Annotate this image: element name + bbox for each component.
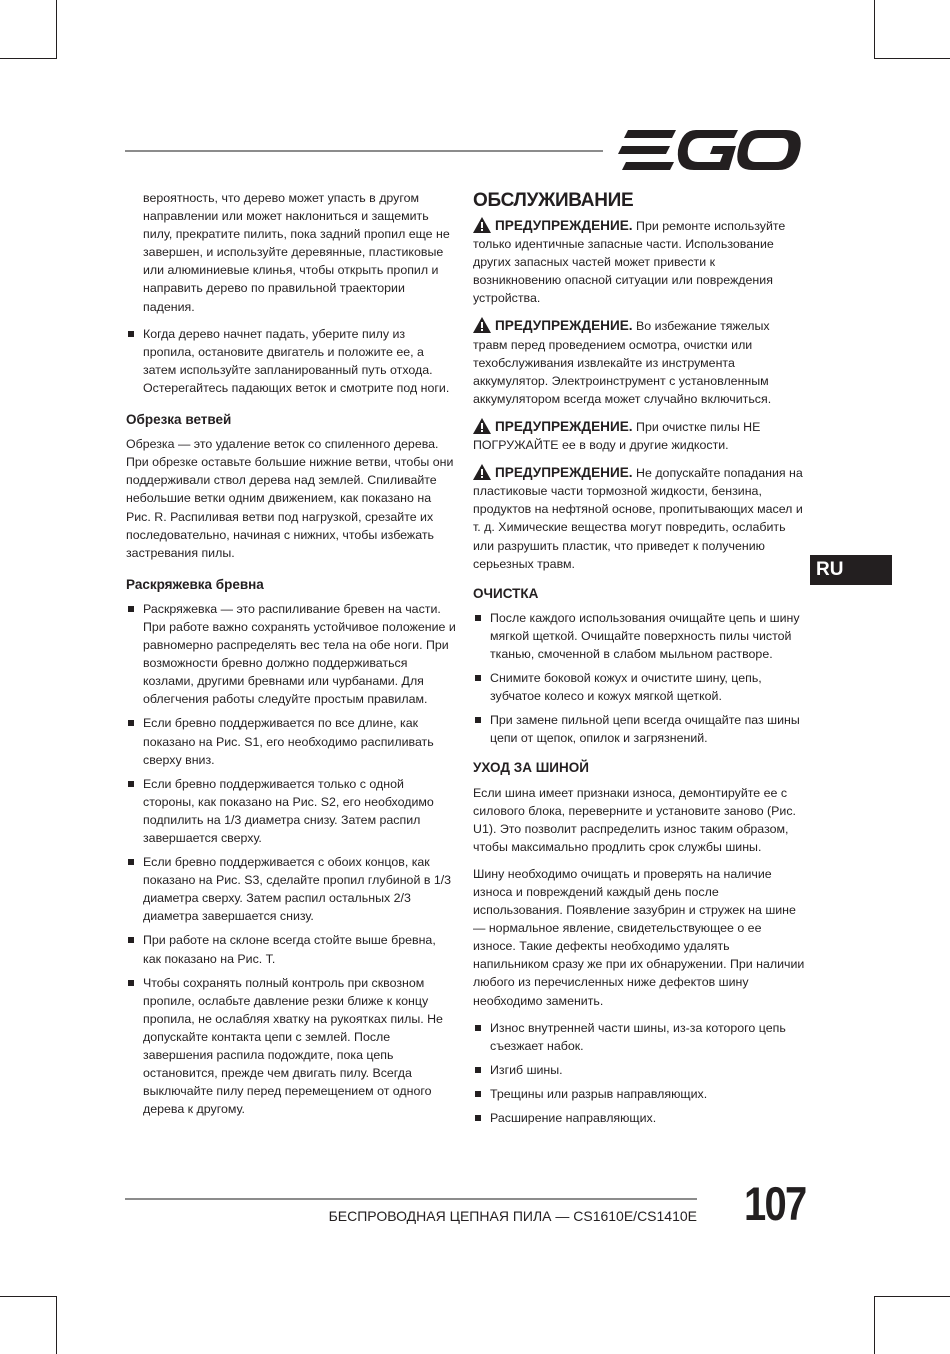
crop-mark xyxy=(0,58,57,59)
list-item: При замене пильной цепи всегда очищайте паз шины цепи от щепок, опилок и загрязнений. xyxy=(473,711,805,747)
list-item: После каждого использования очищайте цепь и шину мягкой щеткой. Очищайте поверхность пилы чистой тканью, смоченной в слабом мыльном растворе. xyxy=(473,609,805,663)
cleaning-bullet-list xyxy=(473,609,805,748)
bar-care-heading: УХОД ЗА ШИНОЙ xyxy=(473,760,589,776)
bullet-icon xyxy=(475,717,481,723)
bullet-icon xyxy=(475,1115,481,1121)
warning-icon xyxy=(473,217,491,233)
warning-icon xyxy=(473,418,491,434)
warning-block xyxy=(473,217,805,307)
left-column xyxy=(126,189,456,1124)
crop-mark xyxy=(56,0,57,58)
list-item: Износ внутренней части шины, из-за которого цепь съезжает набок. xyxy=(473,1019,805,1055)
crop-mark xyxy=(56,1296,57,1354)
intro-paragraph: вероятность, что дерево может упасть в другом направлении или может наклониться и защемить пилу, прекратите пилить, пока задний пропил еще не завершен, и используйте деревянные, пластиковые или алюминиевые клинья, чтобы открыть пропил и направить дерево по правильной траектории падения. xyxy=(143,191,450,314)
bullet-icon xyxy=(128,937,134,943)
list-item: При работе на склоне всегда стойте выше бревна, как показано на Рис. T. xyxy=(126,931,456,967)
list-item: Если бревно поддерживается с обоих концов, как показано на Рис. S3, сделайте пропил глубиной в 1/3 диаметра сверху. Затем распил остальных 2/3 диаметра завершается снизу. xyxy=(126,853,456,925)
bar-care-paragraph: Шину необходимо очищать и проверять на наличие износа и повреждений каждый день после использования. Появление зазубрин и стружек на шине — нормальное явление, свидетельствующее о ее износе. Такие дефекты необходимо удалять напильником сразу же при их обнаружении. При наличии любого из перечисленных ниже дефектов шину необходимо заменить. xyxy=(473,866,805,1008)
crop-mark xyxy=(874,58,950,59)
list-item: Изгиб шины. xyxy=(473,1061,805,1079)
list-item: Когда дерево начнет падать, уберите пилу из пропила, остановите двигатель и положите ее, а затем используйте запланированный путь отхода. Остерегайтесь падающих веток и смотрите под ноги. xyxy=(126,325,456,397)
bullet-icon xyxy=(475,1025,481,1031)
crop-mark xyxy=(0,1296,57,1297)
list-item: Если бревно поддерживается только с одной стороны, как показано на Рис. S2, его необходимо подпилить на 1/3 диаметра снизу. Затем распил завершается сверху. xyxy=(126,775,456,847)
bullet-icon xyxy=(475,675,481,681)
warning-label: ПРЕДУПРЕЖДЕНИЕ. xyxy=(495,318,633,334)
bullet-icon xyxy=(128,859,134,865)
bar-defects-list xyxy=(473,1019,805,1127)
warning-text: Не допускайте попадания на пластиковые части тормозной жидкости, бензина, продуктов на нефтяной основе, пропитывающих масел и т. д. Химические вещества могут повредить, ослабить или разрушить пластик, что приведет к получению серьезных травм. xyxy=(473,466,803,571)
warning-icon xyxy=(473,464,491,480)
branches-heading: Обрезка ветвей xyxy=(126,412,232,428)
bullet-icon xyxy=(475,615,481,621)
crop-mark xyxy=(874,1296,950,1297)
bucking-bullet-list xyxy=(126,600,456,1119)
header-rule xyxy=(125,150,603,152)
right-column xyxy=(473,189,805,1133)
bucking-heading: Раскряжевка бревна xyxy=(126,576,264,592)
warning-block xyxy=(473,317,805,407)
list-item: Раскряжевка — это распиливание бревен на части. При работе важно сохранять устойчивое положение и равномерно распределять вес тела на обе ноги. При возможности бревно должно поддерживаться козлами, другими бревнами или чурбанами. Для облегчения работы следуйте простым правилам. xyxy=(126,600,456,709)
ego-logo xyxy=(616,128,802,172)
bullet-icon xyxy=(128,606,134,612)
language-tab: RU xyxy=(810,555,892,585)
warning-text: При ремонте используйте только идентичные запасные части. Использование других запасных частей может привести к возникновению опасной ситуации или повреждения устройства. xyxy=(473,219,786,306)
intro-bullet-list xyxy=(126,325,456,397)
list-item: Если бревно поддерживается по все длине, как показано на Рис. S1, его необходимо распиливать сверху вниз. xyxy=(126,714,456,768)
footer-rule xyxy=(125,1198,697,1200)
warning-icon xyxy=(473,317,491,333)
bullet-icon xyxy=(475,1091,481,1097)
warning-text: При очистке пилы НЕ ПОГРУЖАЙТЕ ее в воду и другие жидкости. xyxy=(473,419,761,453)
bullet-icon xyxy=(128,781,134,787)
list-item: Трещины или разрыв направляющих. xyxy=(473,1085,805,1103)
bullet-icon xyxy=(475,1067,481,1073)
branches-paragraph: Обрезка — это удаление веток со спиленного дерева. При обрезке оставьте большие нижние ветви, чтобы они поддерживали ствол дерева над землей. Спиливайте небольшие ветки одним движением, как показано на Рис. R. Распиливая ветви под нагрузкой, срезайте их последовательно, начиная с нижних, чтобы избежать застревания пилы. xyxy=(126,437,454,560)
list-item: Чтобы сохранять полный контроль при сквозном пропиле, ослабьте давление резки ближе к концу пропила, не ослабляя хватку на рукоятках пилы. Не допускайте контакта цепи с землей. После завершения распила подождите, пока цепь остановится, прежде чем двигать пилу. Всегда выключайте пилу перед перемещением от одного дерева к другому. xyxy=(126,974,456,1119)
list-item: Снимите боковой кожух и очистите шину, цепь, зубчатое колесо и кожух мягкой щеткой. xyxy=(473,669,805,705)
bar-care-paragraph: Если шина имеет признаки износа, демонтируйте ее с силового блока, переверните и установите заново (Рис. U1). Это позволит распределить износ таким образом, чтобы максимально продлить срок службы шины. xyxy=(473,785,796,854)
warning-label: ПРЕДУПРЕЖДЕНИЕ. xyxy=(495,465,633,481)
warning-block xyxy=(473,464,805,573)
warning-text: Во избежание тяжелых травм перед проведением осмотра, очистки или техобслуживания извлекайте из инструмента аккумулятор. Электроинструмент с установленным аккумулятором всегда может случайно включиться. xyxy=(473,319,772,406)
warning-label: ПРЕДУПРЕЖДЕНИЕ. xyxy=(495,218,633,233)
bullet-icon xyxy=(128,331,134,337)
page-number: 107 xyxy=(744,1177,806,1230)
cleaning-heading: ОЧИСТКА xyxy=(473,585,539,601)
warning-label: ПРЕДУПРЕЖДЕНИЕ. xyxy=(495,418,633,434)
crop-mark xyxy=(874,0,875,58)
warning-block xyxy=(473,418,805,454)
bullet-icon xyxy=(128,720,134,726)
list-item: Расширение направляющих. xyxy=(473,1109,805,1127)
footer-title: БЕСПРОВОДНАЯ ЦЕПНАЯ ПИЛА — CS1610E/CS1410E xyxy=(328,1208,697,1224)
crop-mark xyxy=(874,1296,875,1354)
maintenance-heading: ОБСЛУЖИВАНИЕ xyxy=(473,190,634,211)
bullet-icon xyxy=(128,980,134,986)
